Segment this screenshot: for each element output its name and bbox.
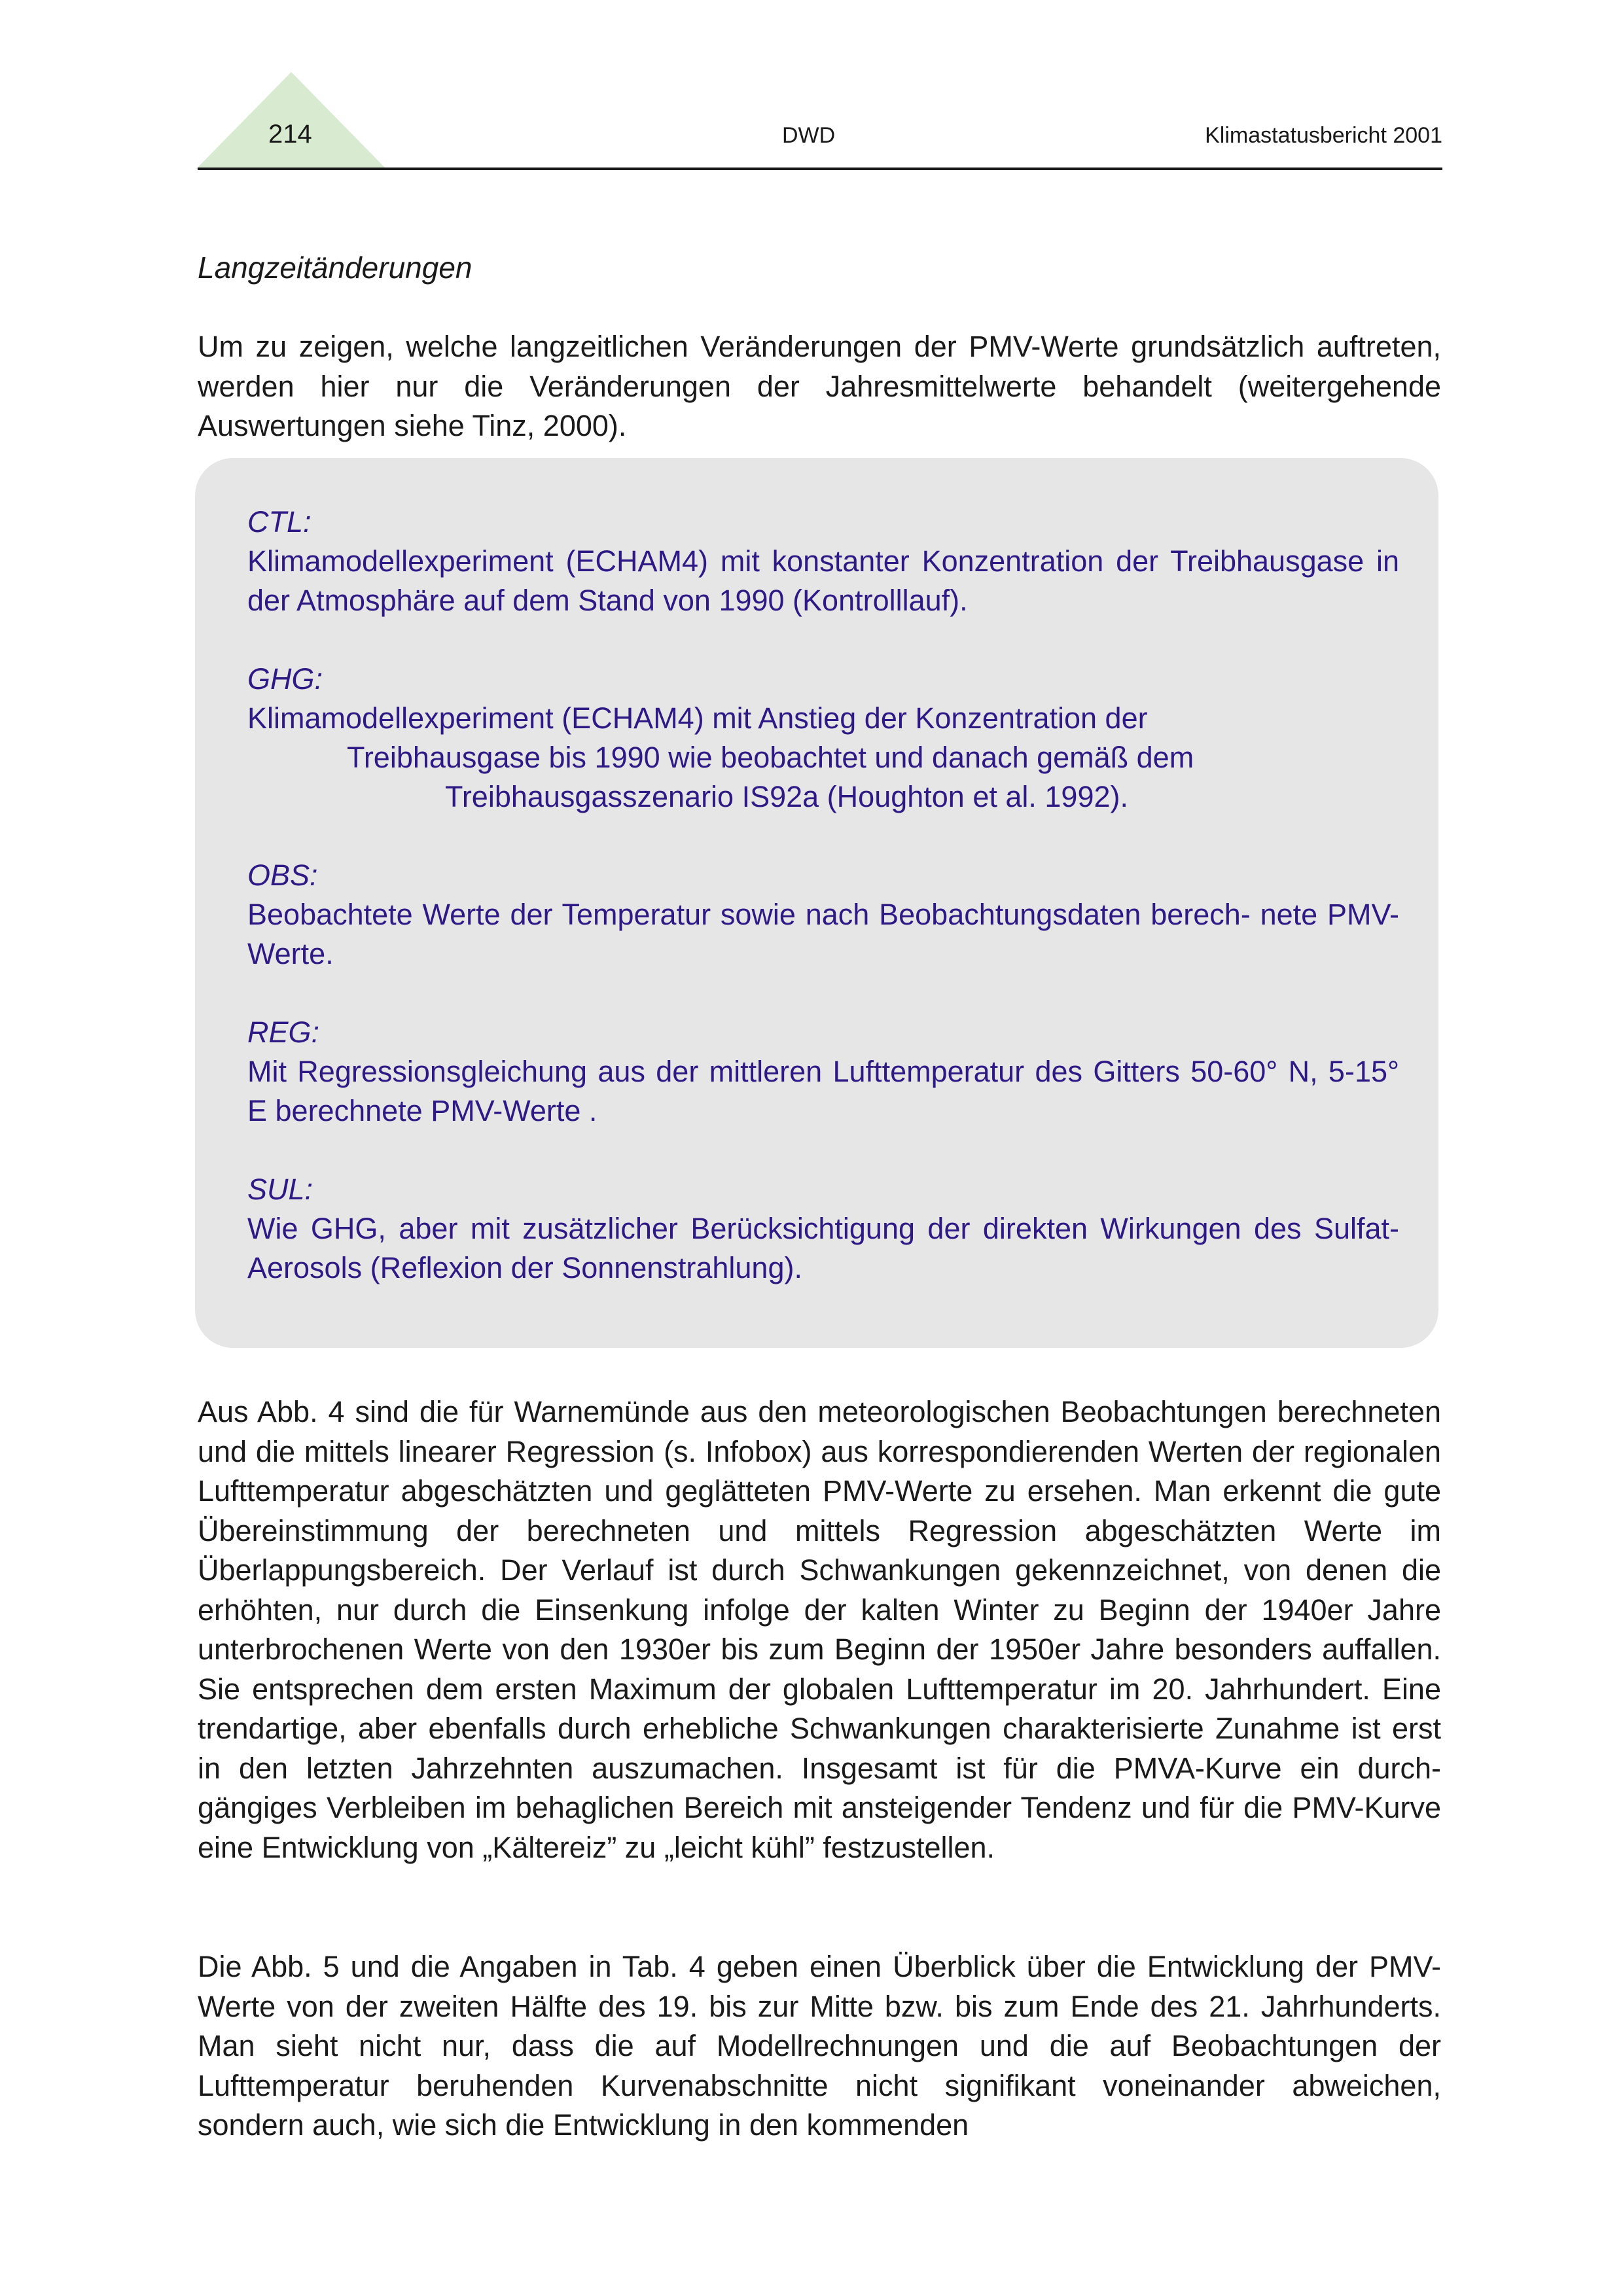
infobox-label-ctl: CTL: <box>247 505 312 539</box>
infobox-text-ghg-line1: Klimamodellexperiment (ECHAM4) mit Anstieg der Konzentration der <box>247 701 1148 735</box>
infobox-text-ghg-line2: Treibhausgase bis 1990 wie beobachtet und danach gemäß dem <box>347 741 1194 774</box>
section-title: Langzeitänderungen <box>198 251 473 285</box>
header-divider <box>198 168 1442 170</box>
infobox-label-sul: SUL: <box>247 1173 313 1206</box>
infobox-entry-ctl <box>247 503 1399 620</box>
infobox-text-ghg-line3: Treibhausgasszenario IS92a (Houghton et al. 1992). <box>445 780 1128 813</box>
body-paragraph-abb4: Aus Abb. 4 sind die für Warnemünde aus den meteorologischen Beobachtungen berechneten und die mittels linearer Regression (s. Infobox) aus korrespondierenden Werten der regionalen Lufttemperatur abgeschätzten und geglätteten PMV-Werte zu ersehen. Man erkennt die gute Übereinstimmung der berechneten und mittels Regression abgeschätzten Werte im Überlappungsbereich. Der Verlauf ist durch Schwankungen gekennzeichnet, von denen die erhöhten, nur durch die Einsenkung infolge der kalten Winter zu Beginn der 1940er Jahre unterbrochenen Werte von den 1930er bis zum Beginn der 1950er Jahre besonders auffallen. Sie entsprechen dem ersten Maximum der globalen Lufttemperatur im 20. Jahrhundert. Eine trendartige, aber ebenfalls durch erhebliche Schwankungen charakterisierte Zunahme ist erst in den letzten Jahrzehnten auszumachen. Insgesamt ist für die PMVA-Kurve ein durch- gängiges Verbleiben im behaglichen Bereich mit ansteigender Tendenz und für die PMV-Kurve eine Entwicklung von „Kältereiz” zu „leicht kühl” festzustellen. <box>198 1395 1441 1864</box>
infobox-label-ghg: GHG: <box>247 662 323 696</box>
header-report-title: Klimastatusbericht 2001 <box>1205 123 1442 148</box>
infobox-label-obs: OBS: <box>247 858 318 892</box>
infobox-text-ctl: Klimamodellexperiment (ECHAM4) mit konstanter Konzentration der Treibhausgase in der Atmosphäre auf dem Stand von 1990 (Kontrolllauf). <box>247 544 1399 617</box>
infobox-entry-ghg <box>247 660 1399 817</box>
infobox-entry-reg <box>247 1013 1399 1131</box>
infobox-text-reg: Mit Regressionsgleichung aus der mittleren Lufttemperatur des Gitters 50-60° N, 5-15° E berechnete PMV-Werte . <box>247 1055 1399 1127</box>
infobox-text-obs: Beobachtete Werte der Temperatur sowie nach Beobachtungsdaten berech- nete PMV-Werte. <box>247 898 1399 970</box>
infobox-text-sul: Wie GHG, aber mit zusätzlicher Berücksichtigung der direkten Wirkungen des Sulfat-Aerosols (Reflexion der Sonnenstrahlung). <box>247 1212 1399 1284</box>
header-publisher: DWD <box>782 123 836 148</box>
infobox-entry-obs <box>247 856 1399 974</box>
intro-paragraph: Um zu zeigen, welche langzeitlichen Veränderungen der PMV-Werte grundsätzlich auftreten, werden hier nur die Veränderungen der Jahresmittelwerte behandelt (weitergehende Auswertungen siehe Tinz, 2000). <box>198 330 1441 442</box>
page-number: 214 <box>268 120 312 149</box>
body-paragraph-abb5: Die Abb. 5 und die Angaben in Tab. 4 geben einen Überblick über die Entwicklung der PMV-Werte von der zweiten Hälfte des 19. bis zur Mitte bzw. bis zum Ende des 21. Jahrhunderts. Man sieht nicht nur, dass die auf Modellrechnungen und die auf Beobachtungen der Lufttemperatur beruhenden Kurvenabschnitte nicht signifikant voneinander abweichen, sondern auch, wie sich die Entwicklung in den kommenden <box>198 1950 1441 2142</box>
infobox-label-reg: REG: <box>247 1016 320 1049</box>
infobox-entry-sul <box>247 1170 1399 1288</box>
